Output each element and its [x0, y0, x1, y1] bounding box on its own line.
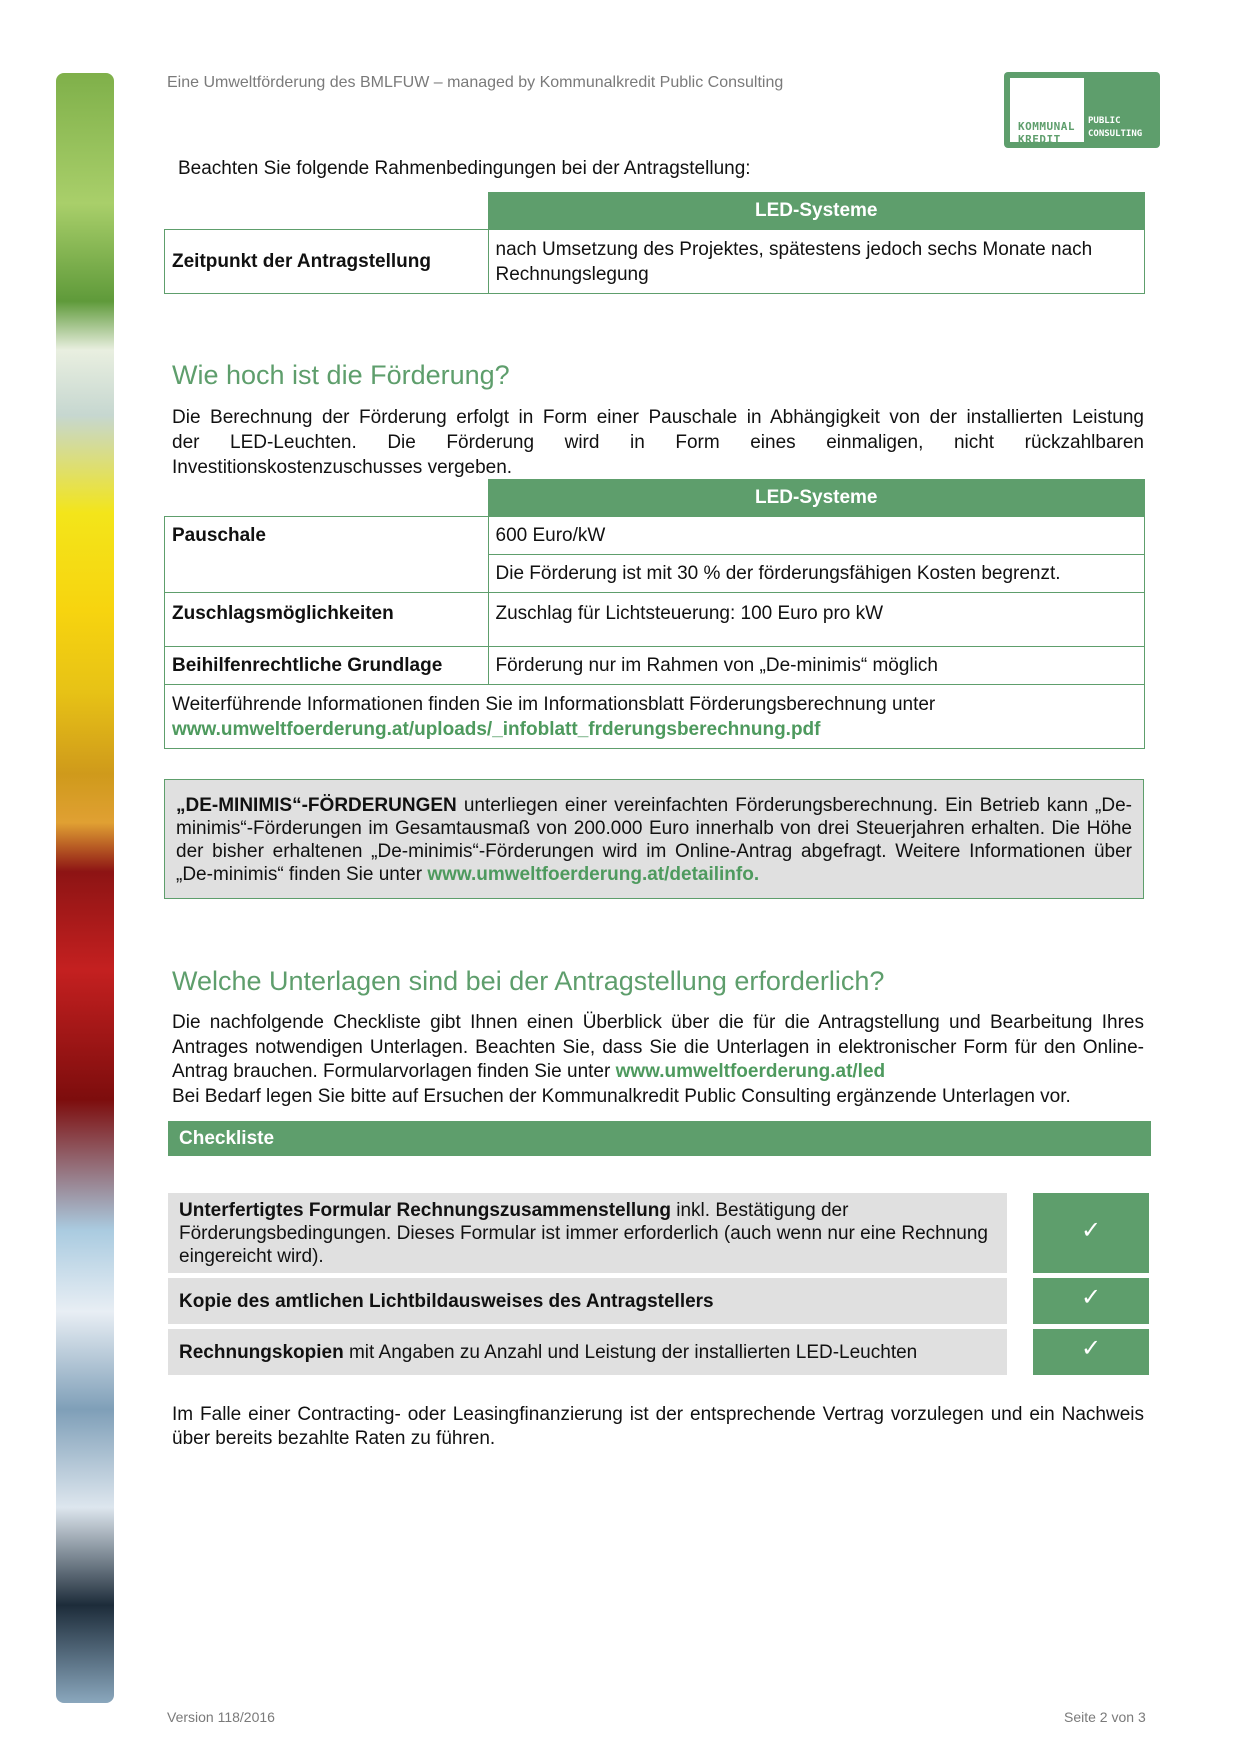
funding-table	[164, 479, 1145, 749]
more-info-cell	[165, 685, 1145, 749]
check-icon: ✓	[1033, 1329, 1149, 1375]
checklist-item-text: mit Angaben zu Anzahl und Leistung der installierten LED-Leuchten	[343, 1341, 918, 1363]
check-icon: ✓	[1033, 1193, 1149, 1273]
logo-white-block	[1010, 78, 1084, 146]
checklist-header: Checkliste	[168, 1121, 1151, 1156]
checklist-item	[168, 1193, 1007, 1273]
checklist-item	[168, 1278, 1007, 1324]
heading-funding: Wie hoch ist die Förderung?	[172, 360, 510, 390]
decorative-image-strip	[56, 73, 114, 1703]
logo-text-consulting: CONSULTING	[1088, 129, 1143, 139]
table-empty-cell	[165, 480, 489, 517]
deminimis-title: „DE-MINIMIS“-FÖRDERUNGEN	[176, 795, 457, 816]
checklist-item-title: Unterfertigtes Formular Rechnungszusammenstellung	[179, 1199, 671, 1221]
funding-paragraph	[172, 405, 1144, 480]
deminimis-link[interactable]: www.umweltfoerderung.at/detailinfo.	[427, 864, 760, 885]
led-link[interactable]: www.umweltfoerderung.at/led	[615, 1061, 886, 1082]
table-header-led: LED-Systeme	[488, 480, 1145, 517]
row-value-zuschlag: Zuschlag für Lichtsteuerung: 100 Euro pro kW	[488, 593, 1145, 647]
row-label-zuschlag: Zuschlagsmöglichkeiten	[165, 593, 489, 647]
conditions-table	[164, 192, 1145, 294]
logo-text-public: PUBLIC	[1088, 116, 1121, 126]
heading-documents: Welche Unterlagen sind bei der Antragstellung erforderlich?	[172, 966, 885, 996]
checklist-item-title: Kopie des amtlichen Lichtbildausweises des Antragstellers	[179, 1290, 714, 1312]
deminimis-text: unterliegen einer vereinfachten Förderungsberechnung. Ein Betrieb kann „De-minimis“-Förderungen im Gesamtausmaß von 200.000 Euro innerhalb von drei Steuerjahren erhalten. Die Höhe der bisher erhaltenen „De-minimis“-Förderungen wird im Online-Antrag abgefragt. Weitere Informationen über „De-minimis“ finden Sie unter	[176, 795, 1132, 885]
intro-text: Beachten Sie folgende Rahmenbedingungen bei der Antragstellung:	[178, 158, 751, 179]
funding-line-2: der LED-Leuchten. Die Förderung wird in Form eines einmaligen, nicht rückzahlbaren	[172, 432, 1144, 453]
footer-page-number: Seite 2 von 3	[1064, 1709, 1146, 1725]
table-header-led: LED-Systeme	[488, 193, 1145, 230]
check-icon: ✓	[1033, 1278, 1149, 1324]
footer-version: Version 118/2016	[167, 1709, 275, 1725]
row-value-beihilfe: Förderung nur im Rahmen von „De-minimis“ möglich	[488, 647, 1145, 685]
logo-text-kredit: KREDIT	[1018, 133, 1061, 146]
table-empty-cell	[165, 193, 489, 230]
row-value-zeitpunkt: nach Umsetzung des Projektes, spätestens jedoch sechs Monate nach Rechnungslegung	[488, 230, 1145, 294]
closing-paragraph: Im Falle einer Contracting- oder Leasingfinanzierung ist der entsprechende Vertrag vorzulegen und ein Nachweis über bereits bezahlte Raten zu führen.	[172, 1404, 1144, 1449]
funding-line-1: Die Berechnung der Förderung erfolgt in Form einer Pauschale in Abhängigkeit von der installierten Leistung	[172, 407, 1144, 428]
infoblatt-link[interactable]: www.umweltfoerderung.at/uploads/_infoblatt_frderungsberechnung.pdf	[172, 718, 821, 740]
funding-line-3: Investitionskostenzuschusses vergeben.	[172, 457, 513, 478]
row-label-zeitpunkt: Zeitpunkt der Antragstellung	[165, 230, 489, 294]
logo-text-kommunal: KOMMUNAL	[1018, 120, 1075, 133]
row-label-pauschale: Pauschale	[165, 517, 489, 593]
checklist-item-title: Rechnungskopien	[179, 1341, 344, 1363]
row-value-pauschale: 600 Euro/kW	[488, 517, 1145, 555]
checklist-item-text: inkl. Bestätigung der Förderungsbedingungen. Dieses Formular ist immer erforderlich (auch wenn nur eine Rechnung eingereicht wird).	[179, 1199, 988, 1267]
header-title: Eine Umweltförderung des BMLFUW – managed by Kommunalkredit Public Consulting	[167, 74, 784, 91]
checklist-item	[168, 1329, 1007, 1375]
documents-text: Die nachfolgende Checkliste gibt Ihnen einen Überblick über die für die Antragstellung und Bearbeitung Ihres Antrages notwendigen Unterlagen. Beachten Sie, dass Sie die Unterlagen in elektronischer Form für den Online-Antrag brauchen. Formularvorlagen finden Sie unter	[172, 1012, 1144, 1082]
row-value-limit: Die Förderung ist mit 30 % der förderungsfähigen Kosten begrenzt.	[488, 555, 1145, 593]
documents-paragraph	[172, 1011, 1144, 1109]
documents-text-2: Bei Bedarf legen Sie bitte auf Ersuchen der Kommunalkredit Public Consulting ergänzende Unterlagen vor.	[172, 1085, 1071, 1107]
kommunalkredit-logo	[1004, 72, 1160, 148]
deminimis-info-box	[164, 779, 1144, 899]
more-info-text: Weiterführende Informationen finden Sie im Informationsblatt Förderungsberechnung unter	[172, 693, 936, 715]
row-label-beihilfe: Beihilfenrechtliche Grundlage	[165, 647, 489, 685]
